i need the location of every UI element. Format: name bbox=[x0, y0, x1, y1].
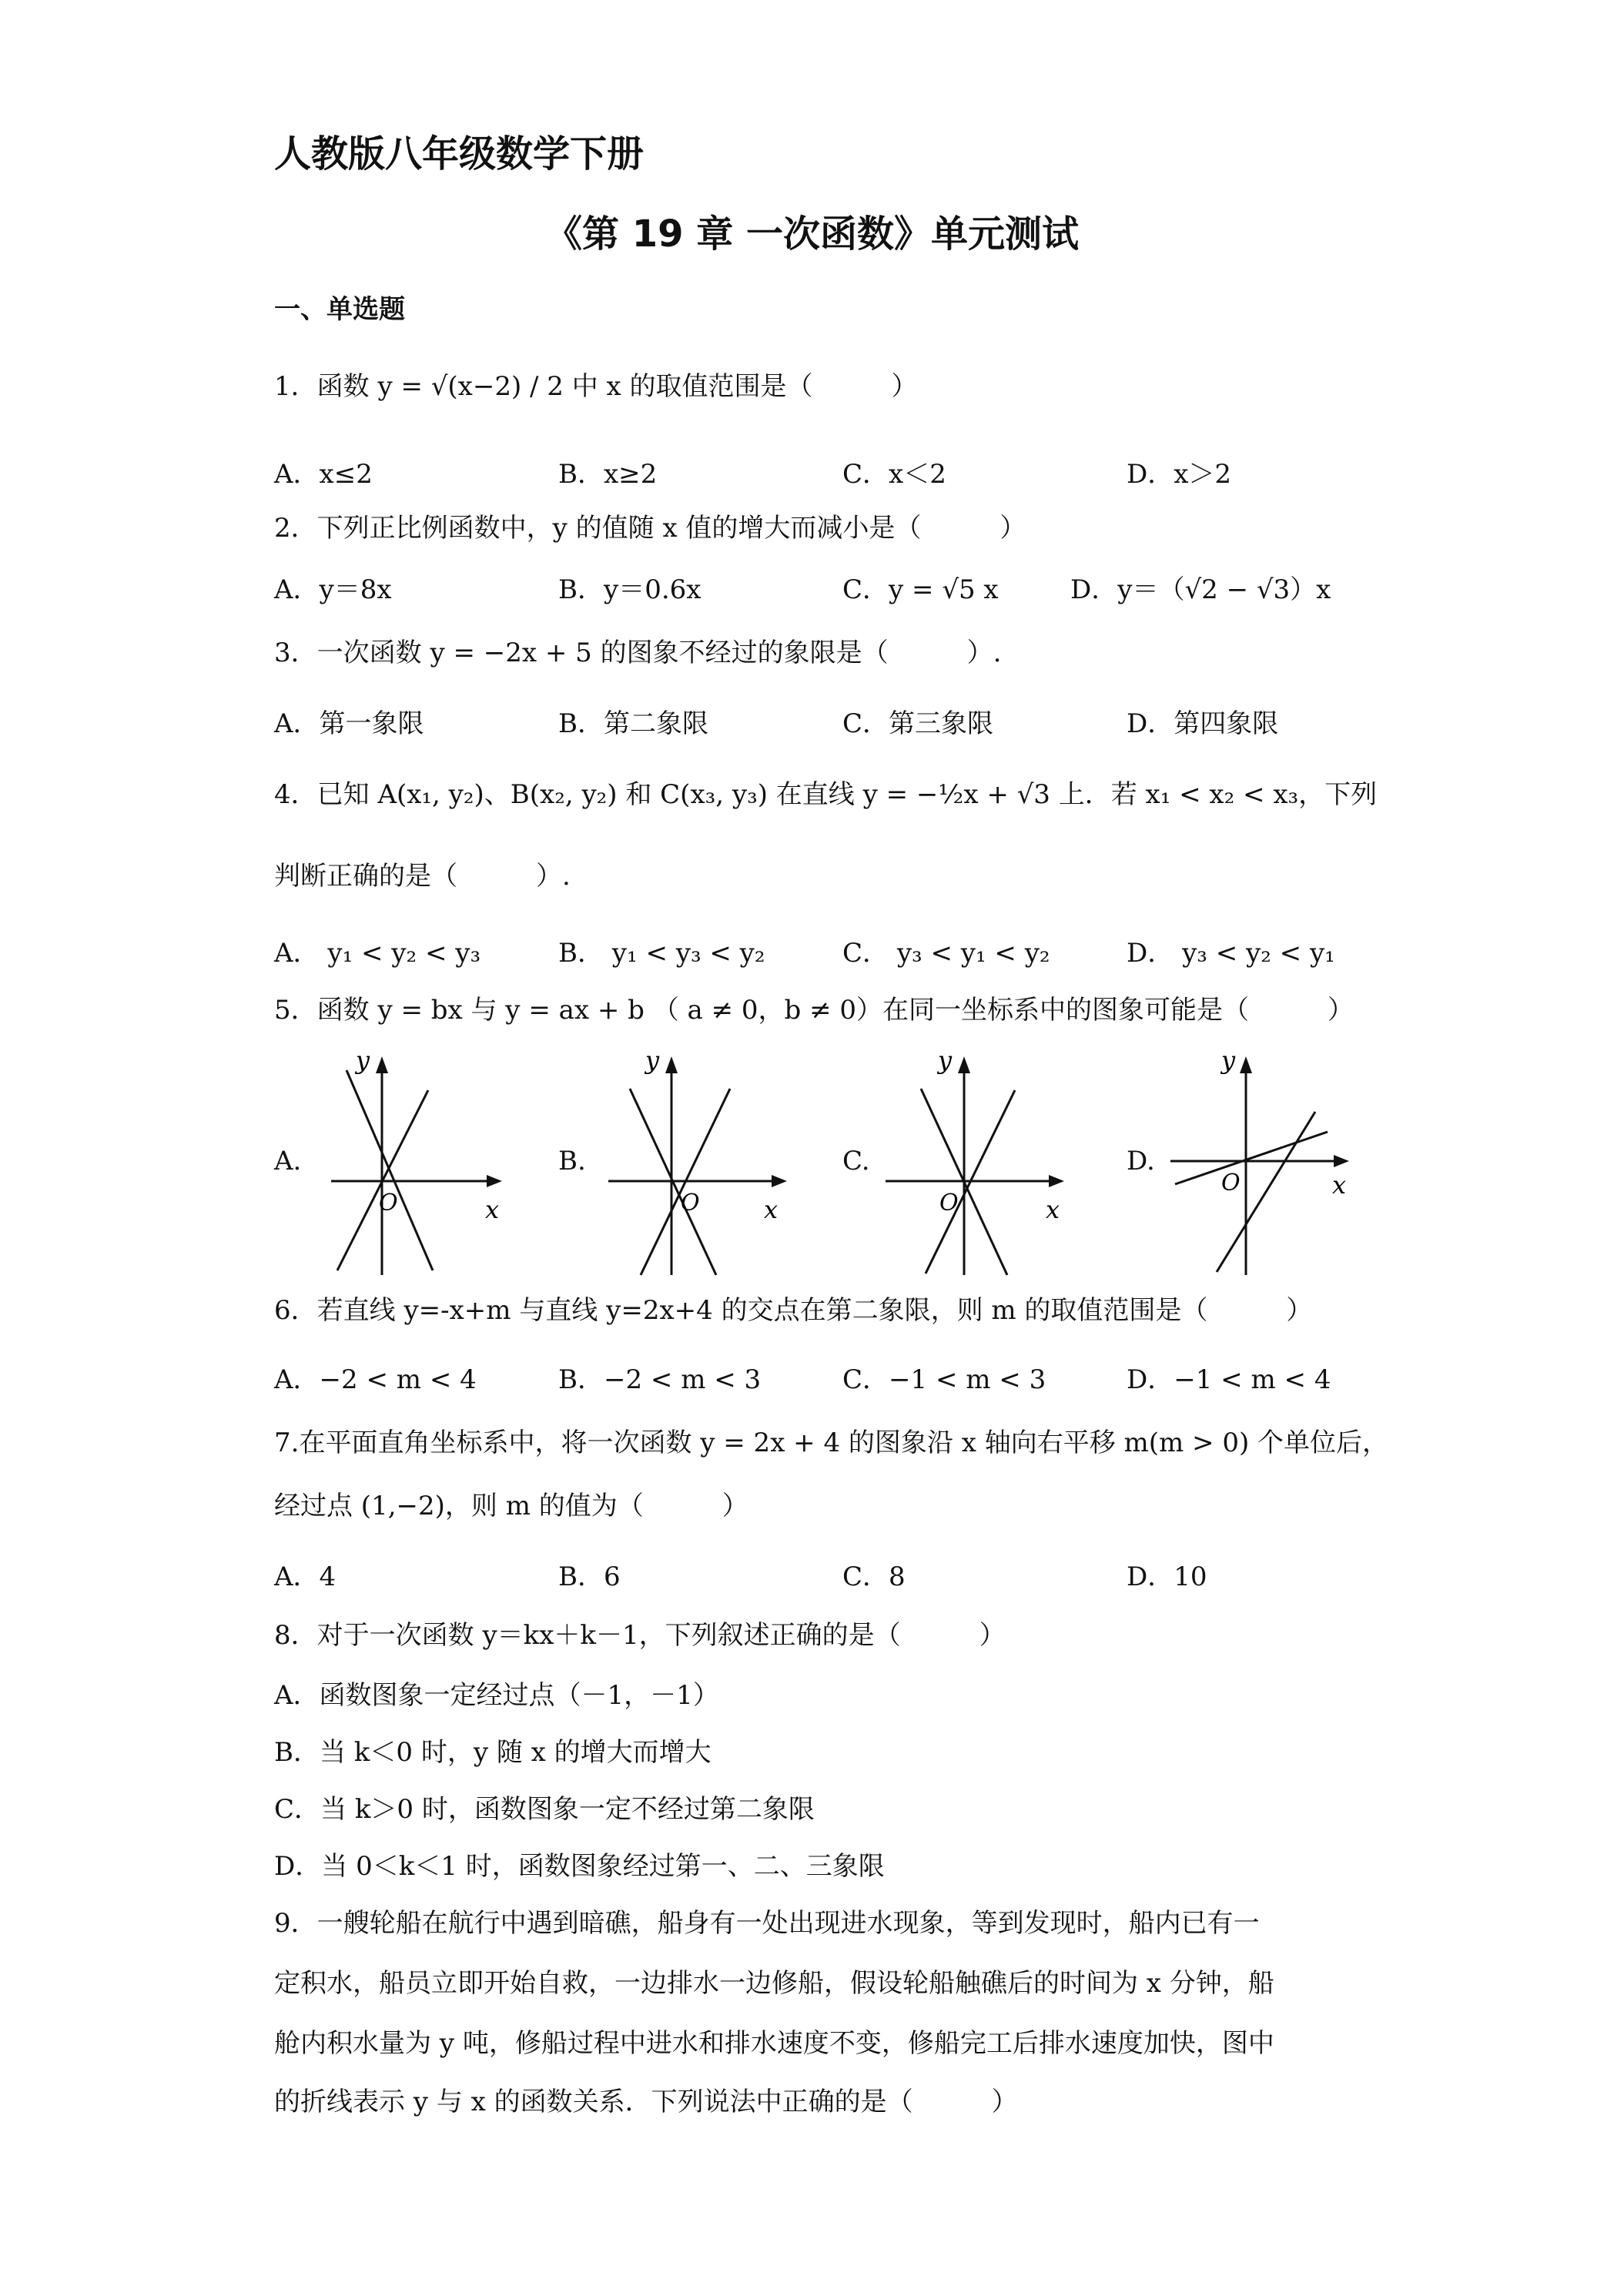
q8-option-b: B．当 k＜0 时，y 随 x 的增大而增大 bbox=[274, 1737, 712, 1768]
question-2-stem: 2．下列正比例函数中，y 的值随 x 值的增大而减小是（ ） bbox=[274, 513, 1026, 544]
q6-option-c: C．−1 < m < 3 bbox=[842, 1364, 1046, 1395]
q2-option-b: B．y＝0.6x bbox=[558, 574, 702, 605]
question-1-stem: 1．函数 y = √(x−2) / 2 中 x 的取值范围是（ ） bbox=[274, 371, 918, 402]
q5a-origin-label: O bbox=[379, 1190, 398, 1217]
q1-option-d: D．x＞2 bbox=[1127, 459, 1232, 490]
q5c-origin-label: O bbox=[939, 1190, 959, 1217]
q1-option-b: B．x≥2 bbox=[558, 459, 658, 490]
q2-option-c: C．y = √5 x bbox=[842, 574, 999, 605]
question-5-stem: 5．函数 y = bx 与 y = ax + b （ a ≠ 0，b ≠ 0）在同一坐标系中的图象可能是（ ） bbox=[274, 995, 1354, 1026]
doc-subtitle: 《第 19 章 一次函数》单元测试 bbox=[545, 213, 1079, 256]
q6-option-d: D．−1 < m < 4 bbox=[1127, 1364, 1331, 1395]
q5c-x-label: x bbox=[1046, 1195, 1060, 1224]
q6-option-a: A．−2 < m < 4 bbox=[274, 1364, 477, 1395]
question-9-line-4: 的折线表示 y 与 x 的函数关系．下列说法中正确的是（ ） bbox=[274, 2087, 1018, 2117]
q5d-x-label: x bbox=[1332, 1170, 1347, 1200]
q5-graph-b bbox=[601, 1047, 801, 1278]
q5-option-c: C. bbox=[842, 1146, 870, 1176]
q4-option-d: D． y₃ < y₂ < y₁ bbox=[1127, 938, 1335, 969]
q7-option-d: D．10 bbox=[1127, 1561, 1207, 1592]
q1-option-c: C．x＜2 bbox=[842, 459, 946, 490]
q5-option-b: B. bbox=[558, 1146, 586, 1176]
question-7-stem: 7.在平面直角坐标系中，将一次函数 y = 2x + 4 的图象沿 x 轴向右平移 m(m > 0) 个单位后， bbox=[274, 1427, 1389, 1458]
section-heading: 一、单选题 bbox=[274, 294, 405, 325]
question-8-stem: 8．对于一次函数 y＝kx＋k－1，下列叙述正确的是（ ） bbox=[274, 1620, 1006, 1651]
question-4-stem: 4．已知 A(x₁, y₂)、B(x₂, y₂) 和 C(x₃, y₃) 在直线 y = −½x + √3 上．若 x₁ < x₂ < x₃，下列 bbox=[274, 779, 1378, 810]
question-9-line-3: 舱内积水量为 y 吨，修船过程中进水和排水速度不变，修船完工后排水速度加快，图中 bbox=[274, 2028, 1274, 2059]
q8-option-d: D．当 0＜k＜1 时，函数图象经过第一、二、三象限 bbox=[274, 1851, 885, 1882]
doc-title: 人教版八年级数学下册 bbox=[274, 132, 645, 176]
q3-option-a: A．第一象限 bbox=[274, 708, 424, 739]
q4-option-b: B． y₁ < y₃ < y₂ bbox=[558, 938, 765, 969]
q6-option-b: B．−2 < m < 3 bbox=[558, 1364, 762, 1395]
q5-graph-a bbox=[323, 1047, 508, 1278]
q5d-y-label: y bbox=[1221, 1047, 1236, 1075]
q3-option-d: D．第四象限 bbox=[1127, 708, 1279, 739]
q5c-y-label: y bbox=[938, 1047, 953, 1075]
q4-option-a: A． y₁ < y₂ < y₃ bbox=[274, 938, 481, 969]
q3-option-c: C．第三象限 bbox=[842, 708, 994, 739]
question-9-line-1: 9．一艘轮船在航行中遇到暗礁，船身有一处出现进水现象，等到发现时，船内已有一 bbox=[274, 1908, 1260, 1939]
question-3-stem: 3．一次函数 y = −2x + 5 的图象不经过的象限是（ ）. bbox=[274, 638, 1002, 668]
q7-option-a: A．4 bbox=[274, 1561, 337, 1592]
q5b-x-label: x bbox=[764, 1195, 779, 1224]
q1-option-a: A．x≤2 bbox=[274, 459, 373, 490]
q7-option-c: C．8 bbox=[842, 1561, 906, 1592]
q3-option-b: B．第二象限 bbox=[558, 708, 708, 739]
q2-option-a: A．y＝8x bbox=[274, 574, 392, 605]
q5a-y-label: y bbox=[356, 1047, 370, 1075]
question-4-stem-cont: 判断正确的是（ ）. bbox=[274, 861, 571, 892]
q5d-origin-label: O bbox=[1221, 1170, 1241, 1197]
q5-graph-d bbox=[1163, 1047, 1363, 1278]
question-6-stem: 6．若直线 y=-x+m 与直线 y=2x+4 的交点在第二象限，则 m 的取值范围是（ ） bbox=[274, 1295, 1313, 1326]
question-7-stem-cont: 经过点 (1,−2)，则 m 的值为（ ） bbox=[274, 1491, 748, 1521]
q5-option-d: D. bbox=[1127, 1146, 1155, 1176]
q5a-x-label: x bbox=[485, 1195, 500, 1224]
q7-option-b: B．6 bbox=[558, 1561, 621, 1592]
q8-option-a: A．函数图象一定经过点（－1，－1） bbox=[274, 1680, 719, 1711]
q4-option-c: C． y₃ < y₁ < y₂ bbox=[842, 938, 1050, 969]
q2-option-d: D．y＝（√2 − √3）x bbox=[1070, 574, 1331, 605]
question-9-line-2: 定积水，船员立即开始自救，一边排水一边修船，假设轮船触礁后的时间为 x 分钟，船 bbox=[274, 1968, 1274, 1999]
q5b-origin-label: O bbox=[681, 1190, 700, 1217]
q5-option-a: A. bbox=[274, 1146, 302, 1176]
q5-graph-c bbox=[878, 1047, 1078, 1278]
q8-option-c: C．当 k＞0 时，函数图象一定不经过第二象限 bbox=[274, 1794, 815, 1825]
q5b-y-label: y bbox=[645, 1047, 660, 1075]
